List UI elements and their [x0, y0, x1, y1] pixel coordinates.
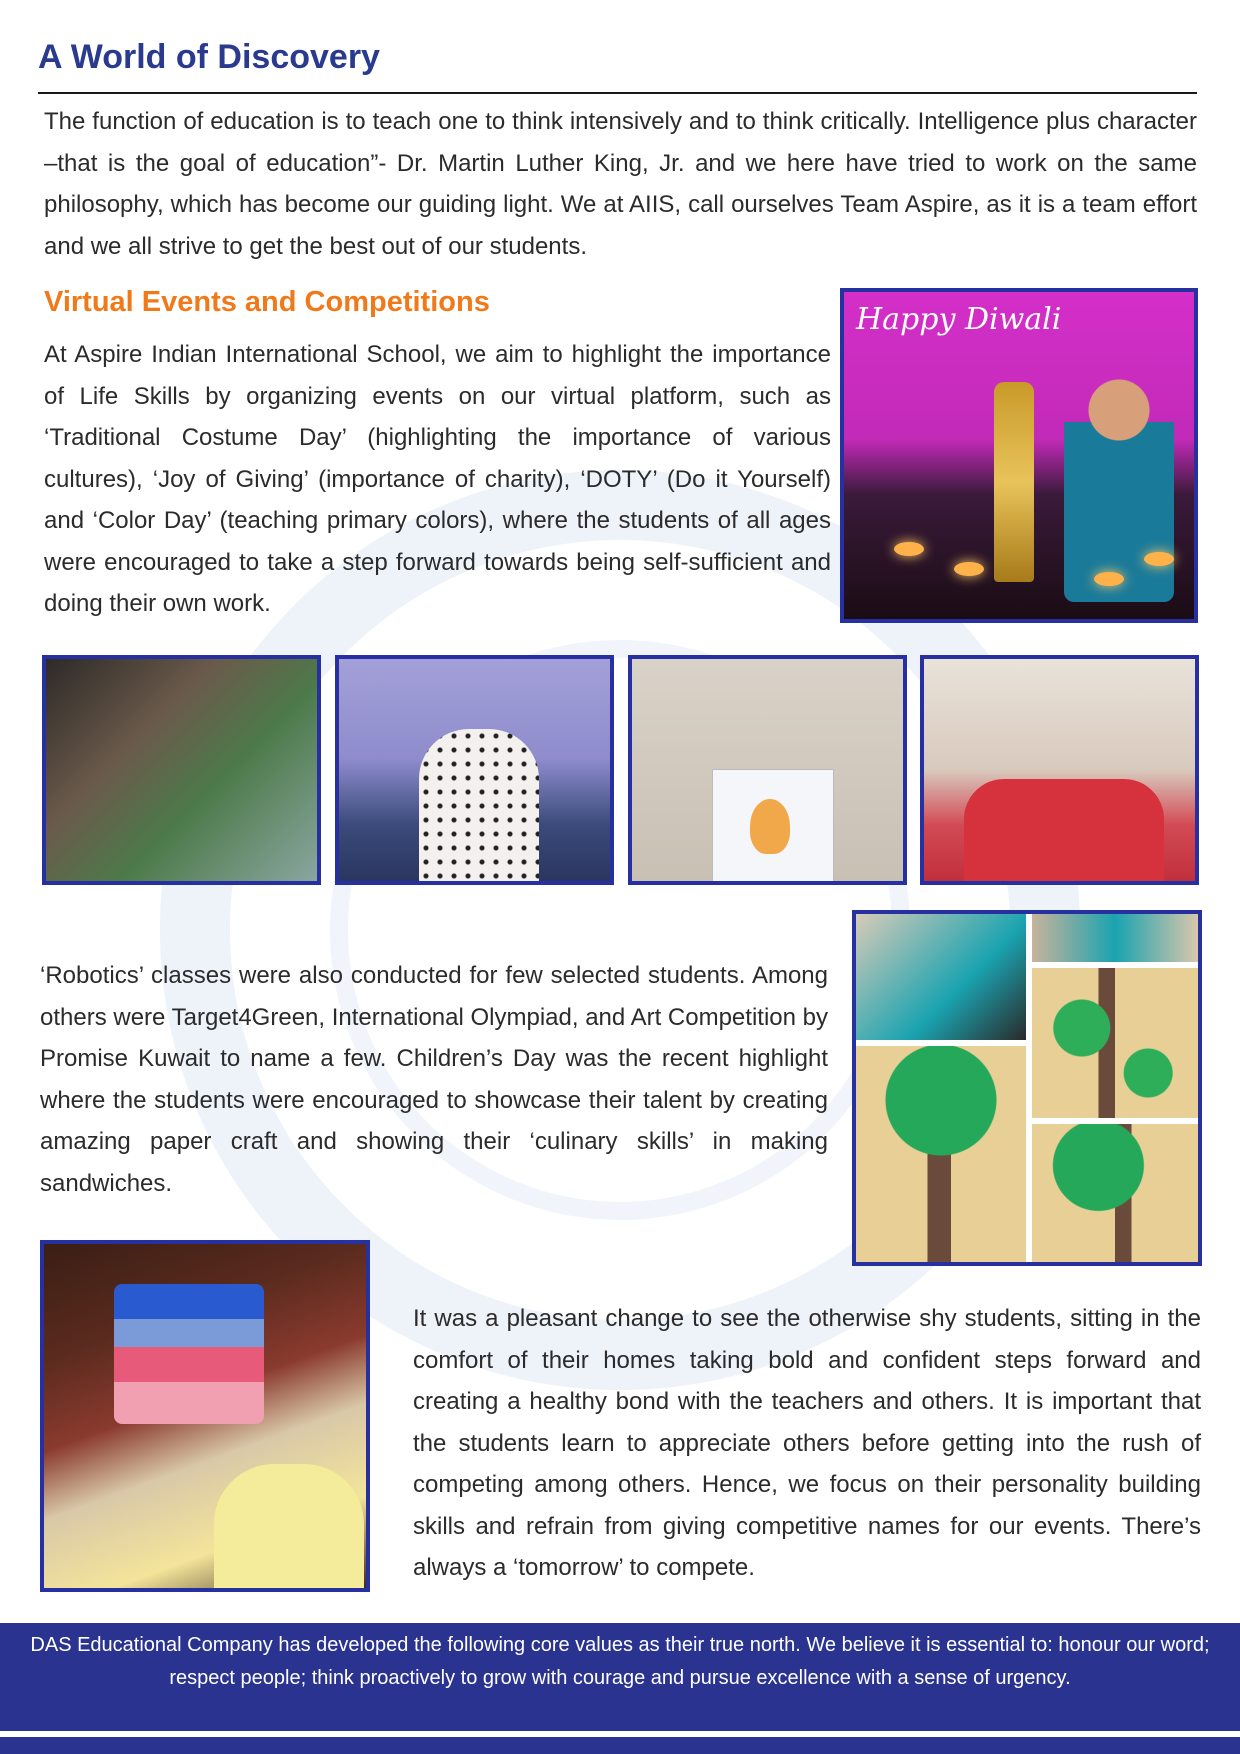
footer-text: DAS Educational Company has developed the following core values as their true north. We believe it is essential to: honour our word; respect people; think proactively to grow with courage and pursue excellence with a sense of urgency. — [30, 1634, 1210, 1689]
footer-banner — [0, 1623, 1240, 1731]
diya-flame — [1094, 572, 1124, 586]
red-dress — [964, 779, 1164, 885]
footer-bottom-bar — [0, 1737, 1240, 1754]
diwali-photo — [840, 288, 1198, 623]
collage-tile — [1032, 914, 1198, 962]
gallery-photo-gardening — [42, 655, 321, 885]
gallery-photo-butterfly-costume — [335, 655, 614, 885]
diya-flame — [894, 542, 924, 556]
collage-tile — [856, 914, 1026, 1040]
diwali-photo-text: Happy Diwali — [856, 302, 1062, 337]
student-figure — [1064, 362, 1174, 602]
owl-drawing — [750, 799, 790, 854]
diya-flame — [954, 562, 984, 576]
collage-tile — [856, 1046, 1026, 1262]
closing-paragraph: It was a pleasant change to see the otherwise shy students, sitting in the comfort of their homes taking bold and confident steps forward and creating a healthy bond with the teachers and others. It is important that the students learn to appreciate others before getting into the rush of competing among others. Hence, we focus on their personality building skills and refrain from giving competitive names for our events. There’s always a ‘tomorrow’ to compete. — [413, 1305, 1201, 1581]
collage-tile — [1032, 1124, 1198, 1262]
intro-paragraph: The function of education is to teach one to think intensively and to think critically. Intelligence plus character –that is the goal of education”- Dr. Martin Luther King, Jr. and we here have tried to work on the same philosophy, which has become our guiding light. We at AIIS, call ourselves Team Aspire, as it is a team effort and we all strive to get the best out of our students. — [44, 108, 1197, 260]
section-heading: Virtual Events and Competitions — [44, 286, 490, 318]
oil-lamp — [994, 382, 1034, 582]
diya-flame — [1144, 552, 1174, 566]
folded-clothes — [114, 1284, 264, 1424]
gallery-photo-owl-drawing — [628, 655, 907, 885]
polka-dot-dress — [419, 729, 539, 885]
robotics-paragraph: ‘Robotics’ classes were also conducted for few selected students. Among others were Target4Green, International Olympiad, and Art Competition by Promise Kuwait to name a few. Children’s Day was the recent highlight where the students were encouraged to showcase their talent by creating amazing paper craft and showing their ‘culinary skills’ in making sandwiches. — [40, 962, 828, 1197]
events-paragraph: At Aspire Indian International School, we aim to highlight the importance of Life Skills by organizing events on our virtual platform, such as ‘Traditional Costume Day’ (highlighting the importance of various cultures), ‘Joy of Giving’ (importance of charity), ‘DOTY’ (Do it Yourself) and ‘Color Day’ (teaching primary colors), where the students of all ages were encouraged to take a step forward towards being self-sufficient and doing their own work. — [44, 341, 831, 617]
title-divider — [38, 92, 1197, 94]
mural-painting-collage — [852, 910, 1202, 1266]
page-title: A World of Discovery — [38, 38, 380, 76]
student-figure — [214, 1464, 364, 1592]
collage-tile — [1032, 968, 1198, 1118]
closet-organizing-photo — [40, 1240, 370, 1592]
gallery-photo-fairy-costume — [920, 655, 1199, 885]
